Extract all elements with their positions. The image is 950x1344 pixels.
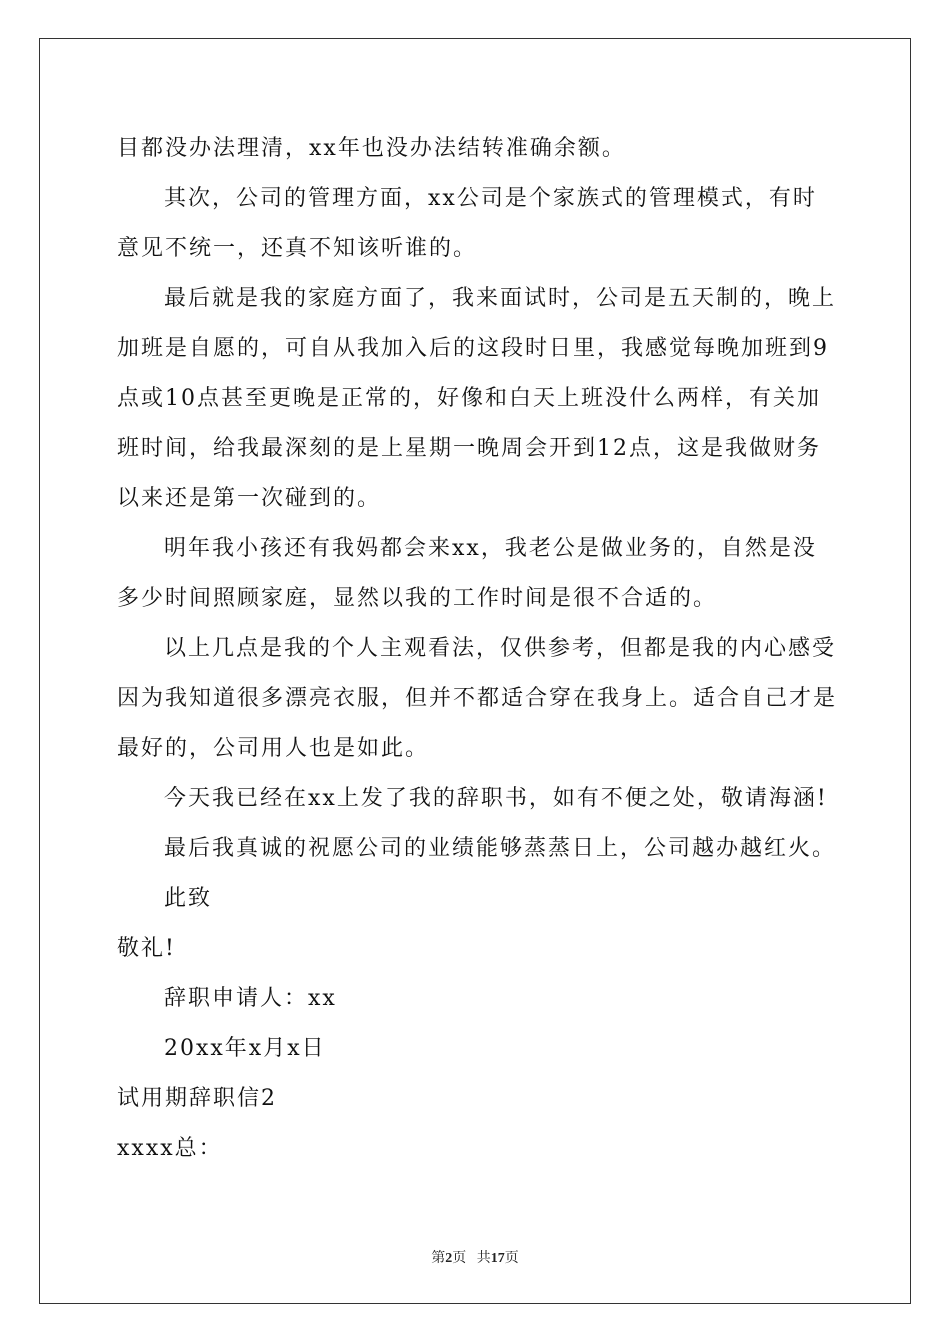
section-heading: 试用期辞职信2: [117, 1086, 277, 1111]
page-border: [39, 38, 911, 1304]
text-line: 最好的，公司用人也是如此。: [117, 736, 430, 761]
text-line: 点或10点甚至更晚是正常的，好像和白天上班没什么两样，有关加: [117, 386, 821, 411]
text-line: 明年我小孩还有我妈都会来xx，我老公是做业务的，自然是没: [164, 536, 817, 561]
addressee-line: xxxx总：: [117, 1136, 223, 1161]
page-footer: [0, 1247, 950, 1267]
text-line: 加班是自愿的，可自从我加入后的这段时日里，我感觉每晚加班到9: [117, 336, 829, 361]
page-suffix: 页: [452, 1251, 467, 1266]
salutation: 敬礼!: [117, 936, 176, 961]
page-number: 2: [445, 1251, 453, 1266]
page-prefix: 第: [431, 1251, 446, 1266]
text-line: 班时间，给我最深刻的是上星期一晚周会开到12点，这是我做财务: [117, 436, 821, 461]
text-line: 目都没办法理清，xx年也没办法结转准确余额。: [117, 136, 626, 161]
total-suffix: 页: [504, 1251, 519, 1266]
text-line: 以上几点是我的个人主观看法，仅供参考，但都是我的内心感受: [164, 636, 837, 661]
text-line: 因为我知道很多漂亮衣服，但并不都适合穿在我身上。适合自己才是: [117, 686, 838, 711]
text-line: 最后我真诚的祝愿公司的业绩能够蒸蒸日上，公司越办越红火。: [164, 836, 837, 861]
total-pages: 17: [490, 1251, 505, 1266]
text-line: 今天我已经在xx上发了我的辞职书，如有不便之处，敬请海涵!: [164, 786, 828, 811]
text-line: 意见不统一，还真不知该听谁的。: [117, 236, 478, 261]
signature-applicant: 辞职申请人：xx: [164, 986, 337, 1011]
signature-date: 20xx年x月x日: [164, 1036, 326, 1061]
text-line: 多少时间照顾家庭，显然以我的工作时间是很不合适的。: [117, 586, 718, 611]
total-prefix: 共: [476, 1251, 491, 1266]
text-line: 以来还是第一次碰到的。: [117, 486, 382, 511]
text-line: 最后就是我的家庭方面了，我来面试时，公司是五天制的，晚上: [164, 286, 837, 311]
text-line: 其次，公司的管理方面，xx公司是个家族式的管理模式，有时: [164, 186, 817, 211]
closing-phrase: 此致: [164, 886, 213, 911]
